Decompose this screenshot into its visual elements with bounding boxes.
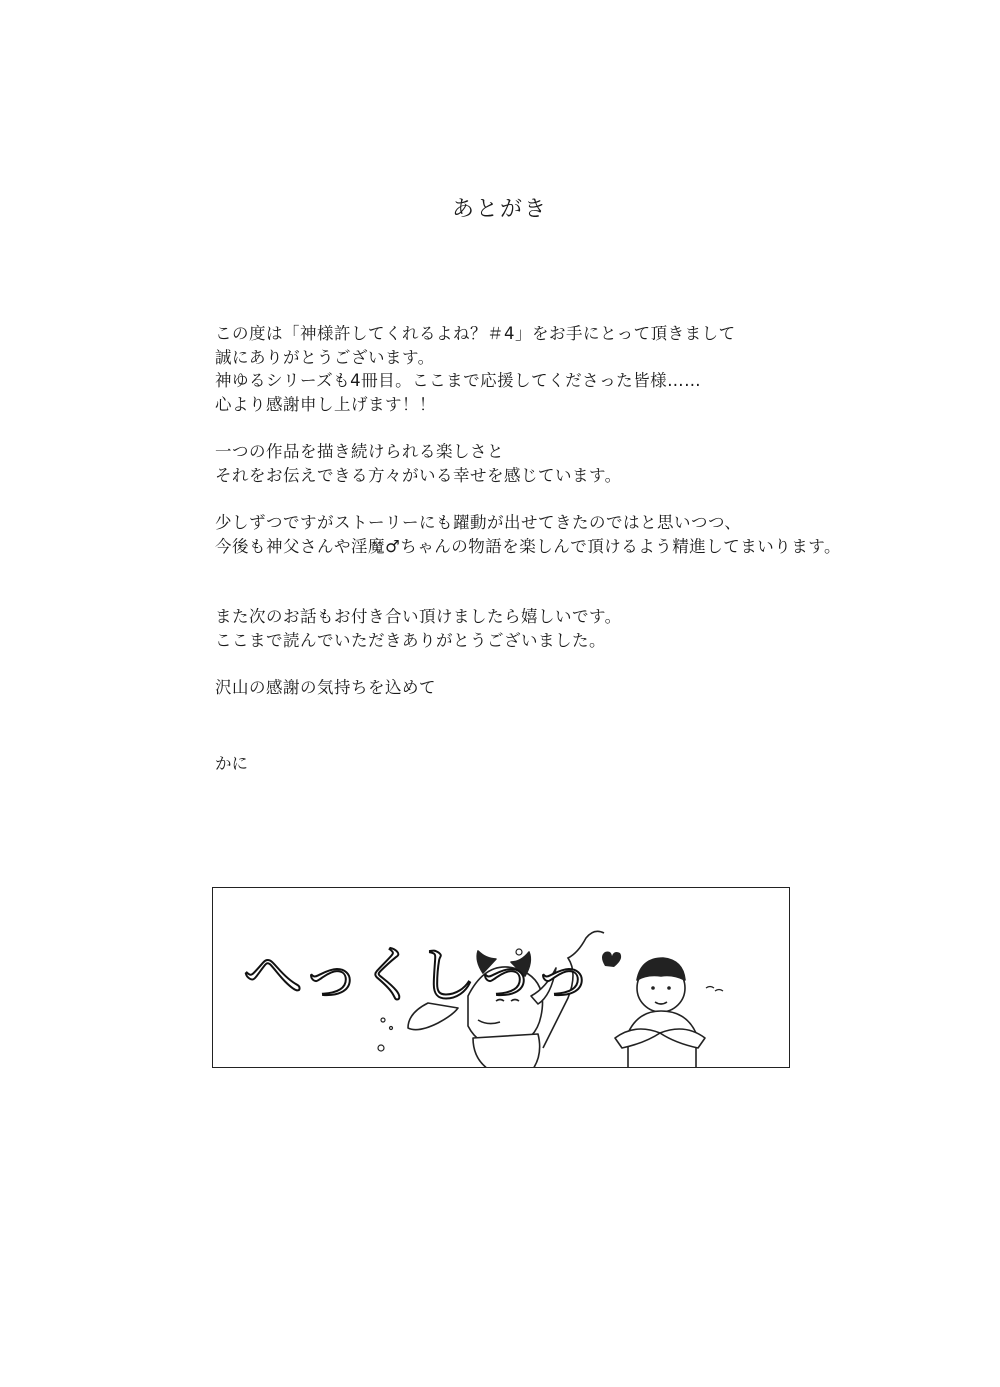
text-line: この度は「神様許してくれるよね？＃4」をお手にとって頂きまして	[215, 324, 736, 343]
text-line: ここまで読んでいただきありがとうございました。	[215, 630, 606, 650]
text-line: 今後も神父さんや淫魔♂ちゃんの物語を楽しんで頂けるよう精進してまいります。	[215, 536, 841, 556]
text-line: 誠にありがとうございます。	[215, 347, 435, 367]
text-line: 神ゆるシリーズも4冊目。ここまで応援してくださった皆様……	[215, 371, 702, 390]
paragraph-1	[215, 322, 955, 416]
paragraph-3	[215, 511, 955, 558]
paragraph-5	[215, 676, 955, 700]
paragraph-4	[215, 605, 955, 652]
page-title: あとがき	[451, 197, 548, 222]
text-line: 少しずつですがストーリーにも躍動が出せてきたのではと思いつつ、	[215, 513, 742, 532]
text-line: それをお伝えできる方々がいる幸せを感じています。	[215, 465, 622, 485]
text-line: 一つの作品を描き続けられる楽しさと	[215, 442, 504, 461]
text-line: 沢山の感謝の気持ちを込めて	[215, 678, 436, 697]
sneeze-sfx-text: へっくしっっ	[243, 941, 591, 1011]
text-line: また次のお話もお付き合い頂けましたら嬉しいです。	[215, 607, 622, 626]
text-line: 心より感謝申し上げます！！	[215, 394, 436, 414]
paragraph-2	[215, 440, 955, 487]
afterword-body	[215, 322, 955, 700]
illustration-panel	[212, 887, 790, 1068]
author-signature: かに	[215, 754, 248, 773]
